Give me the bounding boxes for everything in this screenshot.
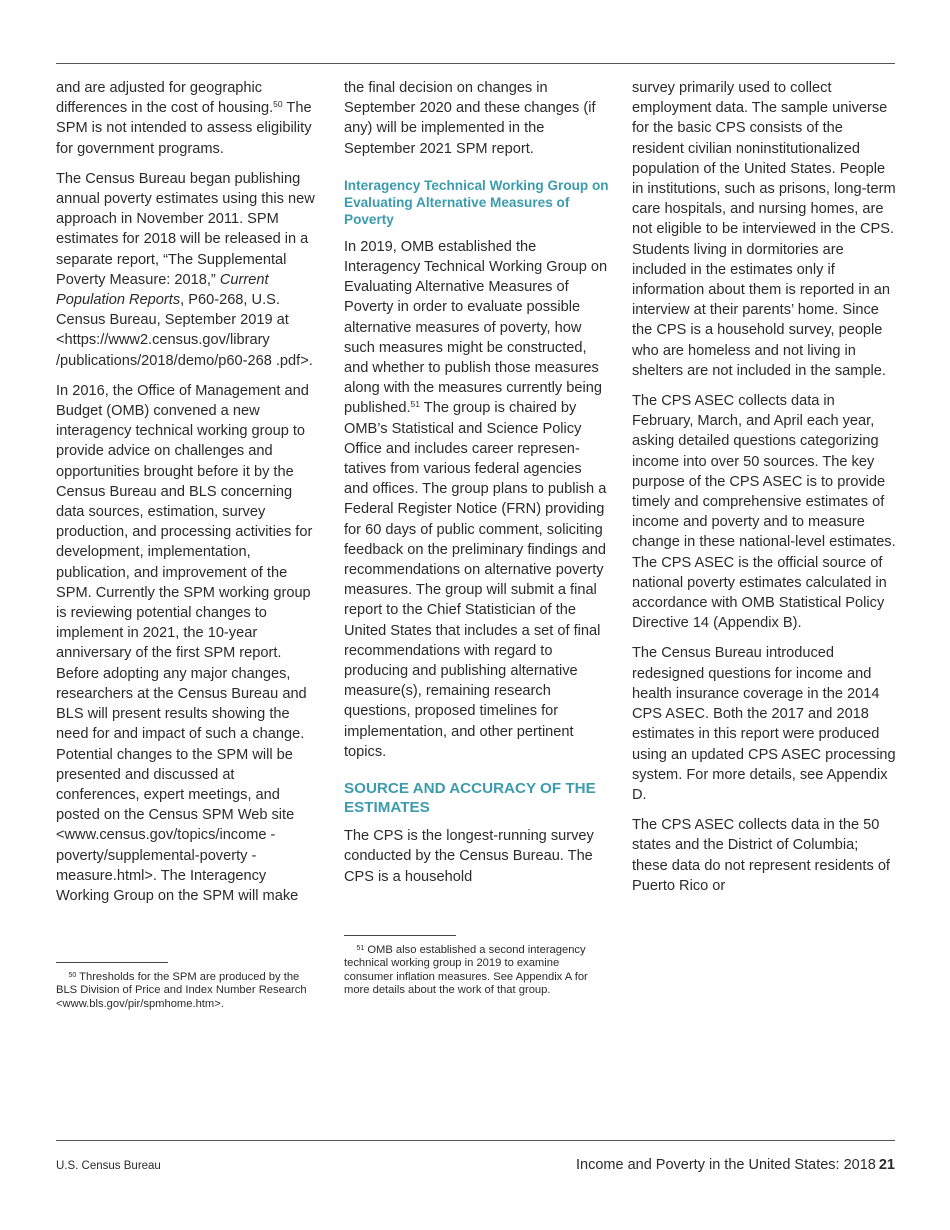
paragraph-redesigned-questions: The Census Bureau introduced redesigned questions for income and health insurance coverage in the 2014 CPS ASEC. Both the 2017 and 2018 estimates in this report were produced using an updated CPS ASEC processing system. For more details, see Appendix D. bbox=[632, 645, 896, 803]
paragraph-cps-asec-collection: The CPS ASEC collects data in February, March, and April each year, asking detailed questions categorizing income into over 50 sources. The key purpose of the CPS ASEC is to provide timely and comprehensive estimates of income and poverty and to measure change in these national-level estimates. The CPS ASEC is the official source of national poverty estimates calculated in accordance with OMB Statistical Policy Directive 14 (Appendix B). bbox=[632, 393, 896, 632]
report-series-title: Current Population Reports bbox=[56, 271, 269, 309]
section-heading-source-accuracy: SOURCE AND ACCURACY OF THE ESTIMATES bbox=[344, 780, 596, 816]
footnote-ref-50[interactable]: 50 bbox=[273, 99, 283, 110]
footer-report-title bbox=[576, 1157, 895, 1173]
footnote-rule bbox=[344, 935, 456, 936]
column-2 bbox=[344, 78, 610, 897]
paragraph-census-began-publishing: The Census Bureau began publishing annual poverty estimates using this new approach in November 2011. SPM estimates for 2018 will be released in a separate report, “The Supplemental Poverty Measure: 2018,” Current Population Reports, P60-268, U.S. Census Bureau, September 2019 at <https://www2.census.gov/library /publications/2018/demo/p60-268 .pdf>. bbox=[56, 170, 315, 369]
footnote-ref-51[interactable]: 51 bbox=[410, 399, 421, 410]
footnote-rule bbox=[56, 962, 168, 963]
paragraph-cps-longest-running: The CPS is the longest-running survey conducted by the Census Bureau. The CPS is a household bbox=[344, 828, 594, 885]
column-1 bbox=[56, 78, 322, 916]
paragraph-omb-working-group-2016: In 2016, the Office of Management and Budget (OMB) convened a new interagency technical working group to provide advice on challenges and opportunities brought before it by the Census Bureau and BLS concerning data sources, estimation, survey production, and processing activities for development, implementation, publication, and improvement of the SPM. Currently the SPM working group is reviewing potential changes to implement in 2021, the 10-year anniversary of the first SPM report. Before adopting any major changes, researchers at the Census Bureau and BLS will present results showing the need for and impact of such a change. Potential changes to the SPM will be presented and discussed at conferences, expert meetings, and posted on the Census SPM Web site <www.census.gov/topics/income -poverty/supplemental-poverty -measure.html>. The Interagency Working Group on the SPM will make bbox=[56, 382, 313, 904]
paragraph-cps-sample-universe: survey primarily used to collect employment data. The sample universe for the basic CPS consists of the resident civilian noninstitutionalized population of the United States. People in institutions, such as prisons, long-term care hospitals, and nursing homes, are not eligible to be interviewed in the CPS. Students living in dormitories are included in the estimates only if information about them is reported in an interview at their parents’ home. Since the CPS is a household survey, people who are homeless and not living in shelters are not included in the sample. bbox=[632, 80, 896, 379]
paragraph-final-decision: the final decision on changes in September 2020 and these changes (if any) will be implemented in the September 2021 SPM report. bbox=[344, 80, 596, 157]
footnote-50: $^{50}$ Thresholds for the SPM are produced by the BLS Division of Price and Index Number Research <www.bls.gov/pir/spmhome.htm>. bbox=[56, 962, 322, 1011]
header-rule bbox=[56, 63, 895, 64]
page-number: 21 bbox=[878, 1157, 895, 1173]
footer-publisher: U.S. Census Bureau bbox=[56, 1160, 161, 1172]
footnote-number-50: 50 bbox=[68, 972, 77, 979]
footnote-51: $^{51}$ OMB also established a second interagency technical working group in 2019 to examine consumer inflation measures. See Appendix A for more details about the work of that group. bbox=[344, 935, 610, 997]
column-3 bbox=[632, 78, 898, 906]
report-title: Income and Poverty in the United States: 2018 bbox=[576, 1157, 876, 1173]
paragraph-states-coverage: The CPS ASEC collects data in the 50 states and the District of Columbia; these data do not represent residents of Puerto Rico or bbox=[632, 817, 890, 894]
subheading-interagency-group: Interagency Technical Working Group on Evaluating Alternative Measures of Poverty bbox=[344, 177, 609, 227]
paragraph-geographic-adjustment: and are adjusted for geographic differences in the cost of housing.$^{50}$ The SPM is not intended to assess eligibility for government programs. bbox=[56, 80, 312, 157]
footer-rule bbox=[56, 1140, 895, 1141]
footnote-number-51: 51 bbox=[356, 945, 365, 952]
paragraph-omb-2019: In 2019, OMB established the Interagency Technical Working Group on Evaluating Alternative Measures of Poverty in order to evaluate possible alternative measures of poverty, how such measures might be constructed, and whether to publish those measures along with the measures currently being published.$^{51}$ The group is chaired by OMB’s Statistical and Science Policy Office and includes career representatives from various federal agencies and offices. The group plans to publish a Federal Register Notice (FRN) providing for 60 days of public comment, soliciting feedback on the preliminary findings and recommendations on alternative poverty measures. The group will submit a final report to the Chief Statistician of the United States that includes a set of final recommendations with regard to producing and publishing alternative measure(s), remaining research questions, proposed timelines for implementation, and other pertinent topics. bbox=[344, 238, 608, 760]
